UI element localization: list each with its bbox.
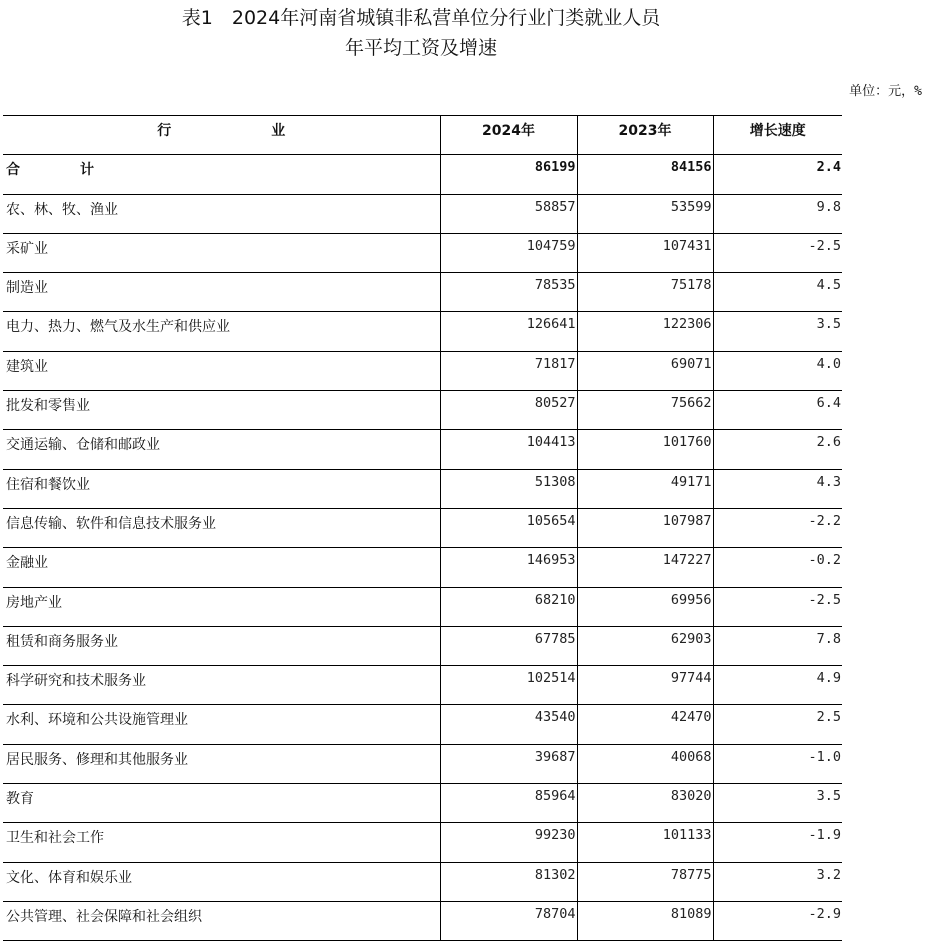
growth-rate: 6.4 bbox=[713, 391, 842, 430]
value-2023: 69071 bbox=[577, 351, 713, 390]
value-2024: 51308 bbox=[440, 469, 577, 508]
growth-rate: -2.5 bbox=[713, 233, 842, 272]
growth-rate: 4.0 bbox=[713, 351, 842, 390]
growth-rate: 4.5 bbox=[713, 273, 842, 312]
table-row bbox=[3, 391, 842, 430]
value-2023: 49171 bbox=[577, 469, 713, 508]
industry-name: 水利、环境和公共设施管理业 bbox=[3, 705, 440, 744]
growth-rate: 3.5 bbox=[713, 312, 842, 351]
value-2023: 78775 bbox=[577, 862, 713, 901]
table-row bbox=[3, 469, 842, 508]
table-row bbox=[3, 901, 842, 940]
value-2023: 107431 bbox=[577, 233, 713, 272]
industry-name: 批发和零售业 bbox=[3, 391, 440, 430]
table-row bbox=[3, 233, 842, 272]
growth-rate: -2.5 bbox=[713, 587, 842, 626]
value-2023: 83020 bbox=[577, 784, 713, 823]
growth-rate: -1.9 bbox=[713, 823, 842, 862]
table-row bbox=[3, 744, 842, 783]
value-2024: 58857 bbox=[440, 194, 577, 233]
value-2024: 68210 bbox=[440, 587, 577, 626]
value-2023: 107987 bbox=[577, 508, 713, 547]
industry-name: 金融业 bbox=[3, 548, 440, 587]
header-industry-a: 行 bbox=[157, 123, 172, 139]
value-2024: 99230 bbox=[440, 823, 577, 862]
header-industry-b: 业 bbox=[271, 123, 286, 139]
growth-rate: -2.9 bbox=[713, 901, 842, 940]
wage-table bbox=[3, 115, 842, 941]
total-label-b: 计 bbox=[80, 162, 94, 179]
table-row bbox=[3, 626, 842, 665]
value-2024: 104759 bbox=[440, 233, 577, 272]
total-growth: 2.4 bbox=[713, 155, 842, 194]
value-2024: 81302 bbox=[440, 862, 577, 901]
industry-name: 居民服务、修理和其他服务业 bbox=[3, 744, 440, 783]
value-2023: 101133 bbox=[577, 823, 713, 862]
value-2024: 67785 bbox=[440, 626, 577, 665]
table-row bbox=[3, 823, 842, 862]
value-2024: 85964 bbox=[440, 784, 577, 823]
header-industry bbox=[3, 116, 440, 155]
value-2024: 102514 bbox=[440, 666, 577, 705]
value-2024: 126641 bbox=[440, 312, 577, 351]
value-2023: 122306 bbox=[577, 312, 713, 351]
total-2024: 86199 bbox=[440, 155, 577, 194]
value-2023: 42470 bbox=[577, 705, 713, 744]
table-row bbox=[3, 548, 842, 587]
growth-rate: -0.2 bbox=[713, 548, 842, 587]
value-2024: 39687 bbox=[440, 744, 577, 783]
growth-rate: -2.2 bbox=[713, 508, 842, 547]
table-row bbox=[3, 312, 842, 351]
industry-name: 建筑业 bbox=[3, 351, 440, 390]
value-2023: 69956 bbox=[577, 587, 713, 626]
header-2023: 2023年 bbox=[577, 116, 713, 155]
value-2023: 53599 bbox=[577, 194, 713, 233]
industry-name: 采矿业 bbox=[3, 233, 440, 272]
value-2023: 40068 bbox=[577, 744, 713, 783]
growth-rate: 4.3 bbox=[713, 469, 842, 508]
table-row bbox=[3, 705, 842, 744]
table-row bbox=[3, 430, 842, 469]
table-row bbox=[3, 784, 842, 823]
value-2024: 78535 bbox=[440, 273, 577, 312]
total-2023: 84156 bbox=[577, 155, 713, 194]
value-2023: 81089 bbox=[577, 901, 713, 940]
industry-name: 电力、热力、燃气及水生产和供应业 bbox=[3, 312, 440, 351]
value-2024: 43540 bbox=[440, 705, 577, 744]
growth-rate: 4.9 bbox=[713, 666, 842, 705]
industry-name: 房地产业 bbox=[3, 587, 440, 626]
industry-name: 农、林、牧、渔业 bbox=[3, 194, 440, 233]
table-row bbox=[3, 273, 842, 312]
value-2024: 78704 bbox=[440, 901, 577, 940]
value-2023: 97744 bbox=[577, 666, 713, 705]
industry-name: 公共管理、社会保障和社会组织 bbox=[3, 901, 440, 940]
table-row bbox=[3, 508, 842, 547]
value-2024: 104413 bbox=[440, 430, 577, 469]
header-growth: 增长速度 bbox=[713, 116, 842, 155]
value-2023: 62903 bbox=[577, 626, 713, 665]
table-row bbox=[3, 862, 842, 901]
growth-rate: 2.5 bbox=[713, 705, 842, 744]
industry-name: 交通运输、仓储和邮政业 bbox=[3, 430, 440, 469]
total-row bbox=[3, 155, 842, 194]
growth-rate: 2.6 bbox=[713, 430, 842, 469]
industry-name: 租赁和商务服务业 bbox=[3, 626, 440, 665]
unit-label: 单位：元，% bbox=[849, 84, 922, 99]
header-2024: 2024年 bbox=[440, 116, 577, 155]
value-2024: 146953 bbox=[440, 548, 577, 587]
table-row bbox=[3, 587, 842, 626]
value-2023: 75178 bbox=[577, 273, 713, 312]
total-label bbox=[3, 155, 440, 194]
industry-name: 科学研究和技术服务业 bbox=[3, 666, 440, 705]
growth-rate: 7.8 bbox=[713, 626, 842, 665]
growth-rate: 3.2 bbox=[713, 862, 842, 901]
growth-rate: 9.8 bbox=[713, 194, 842, 233]
value-2024: 105654 bbox=[440, 508, 577, 547]
industry-name: 教育 bbox=[3, 784, 440, 823]
total-label-a: 合 bbox=[6, 162, 20, 179]
header-row bbox=[3, 116, 842, 155]
industry-name: 信息传输、软件和信息技术服务业 bbox=[3, 508, 440, 547]
industry-name: 文化、体育和娱乐业 bbox=[3, 862, 440, 901]
table-row bbox=[3, 351, 842, 390]
table-row bbox=[3, 666, 842, 705]
growth-rate: 3.5 bbox=[713, 784, 842, 823]
table-row bbox=[3, 194, 842, 233]
value-2023: 147227 bbox=[577, 548, 713, 587]
table-title-line2: 年平均工资及增速 bbox=[344, 37, 497, 59]
table-title-line1: 表1 2024年河南省城镇非私营单位分行业门类就业人员 bbox=[181, 7, 661, 29]
value-2023: 75662 bbox=[577, 391, 713, 430]
industry-name: 制造业 bbox=[3, 273, 440, 312]
value-2023: 101760 bbox=[577, 430, 713, 469]
growth-rate: -1.0 bbox=[713, 744, 842, 783]
industry-name: 卫生和社会工作 bbox=[3, 823, 440, 862]
value-2024: 80527 bbox=[440, 391, 577, 430]
industry-name: 住宿和餐饮业 bbox=[3, 469, 440, 508]
value-2024: 71817 bbox=[440, 351, 577, 390]
